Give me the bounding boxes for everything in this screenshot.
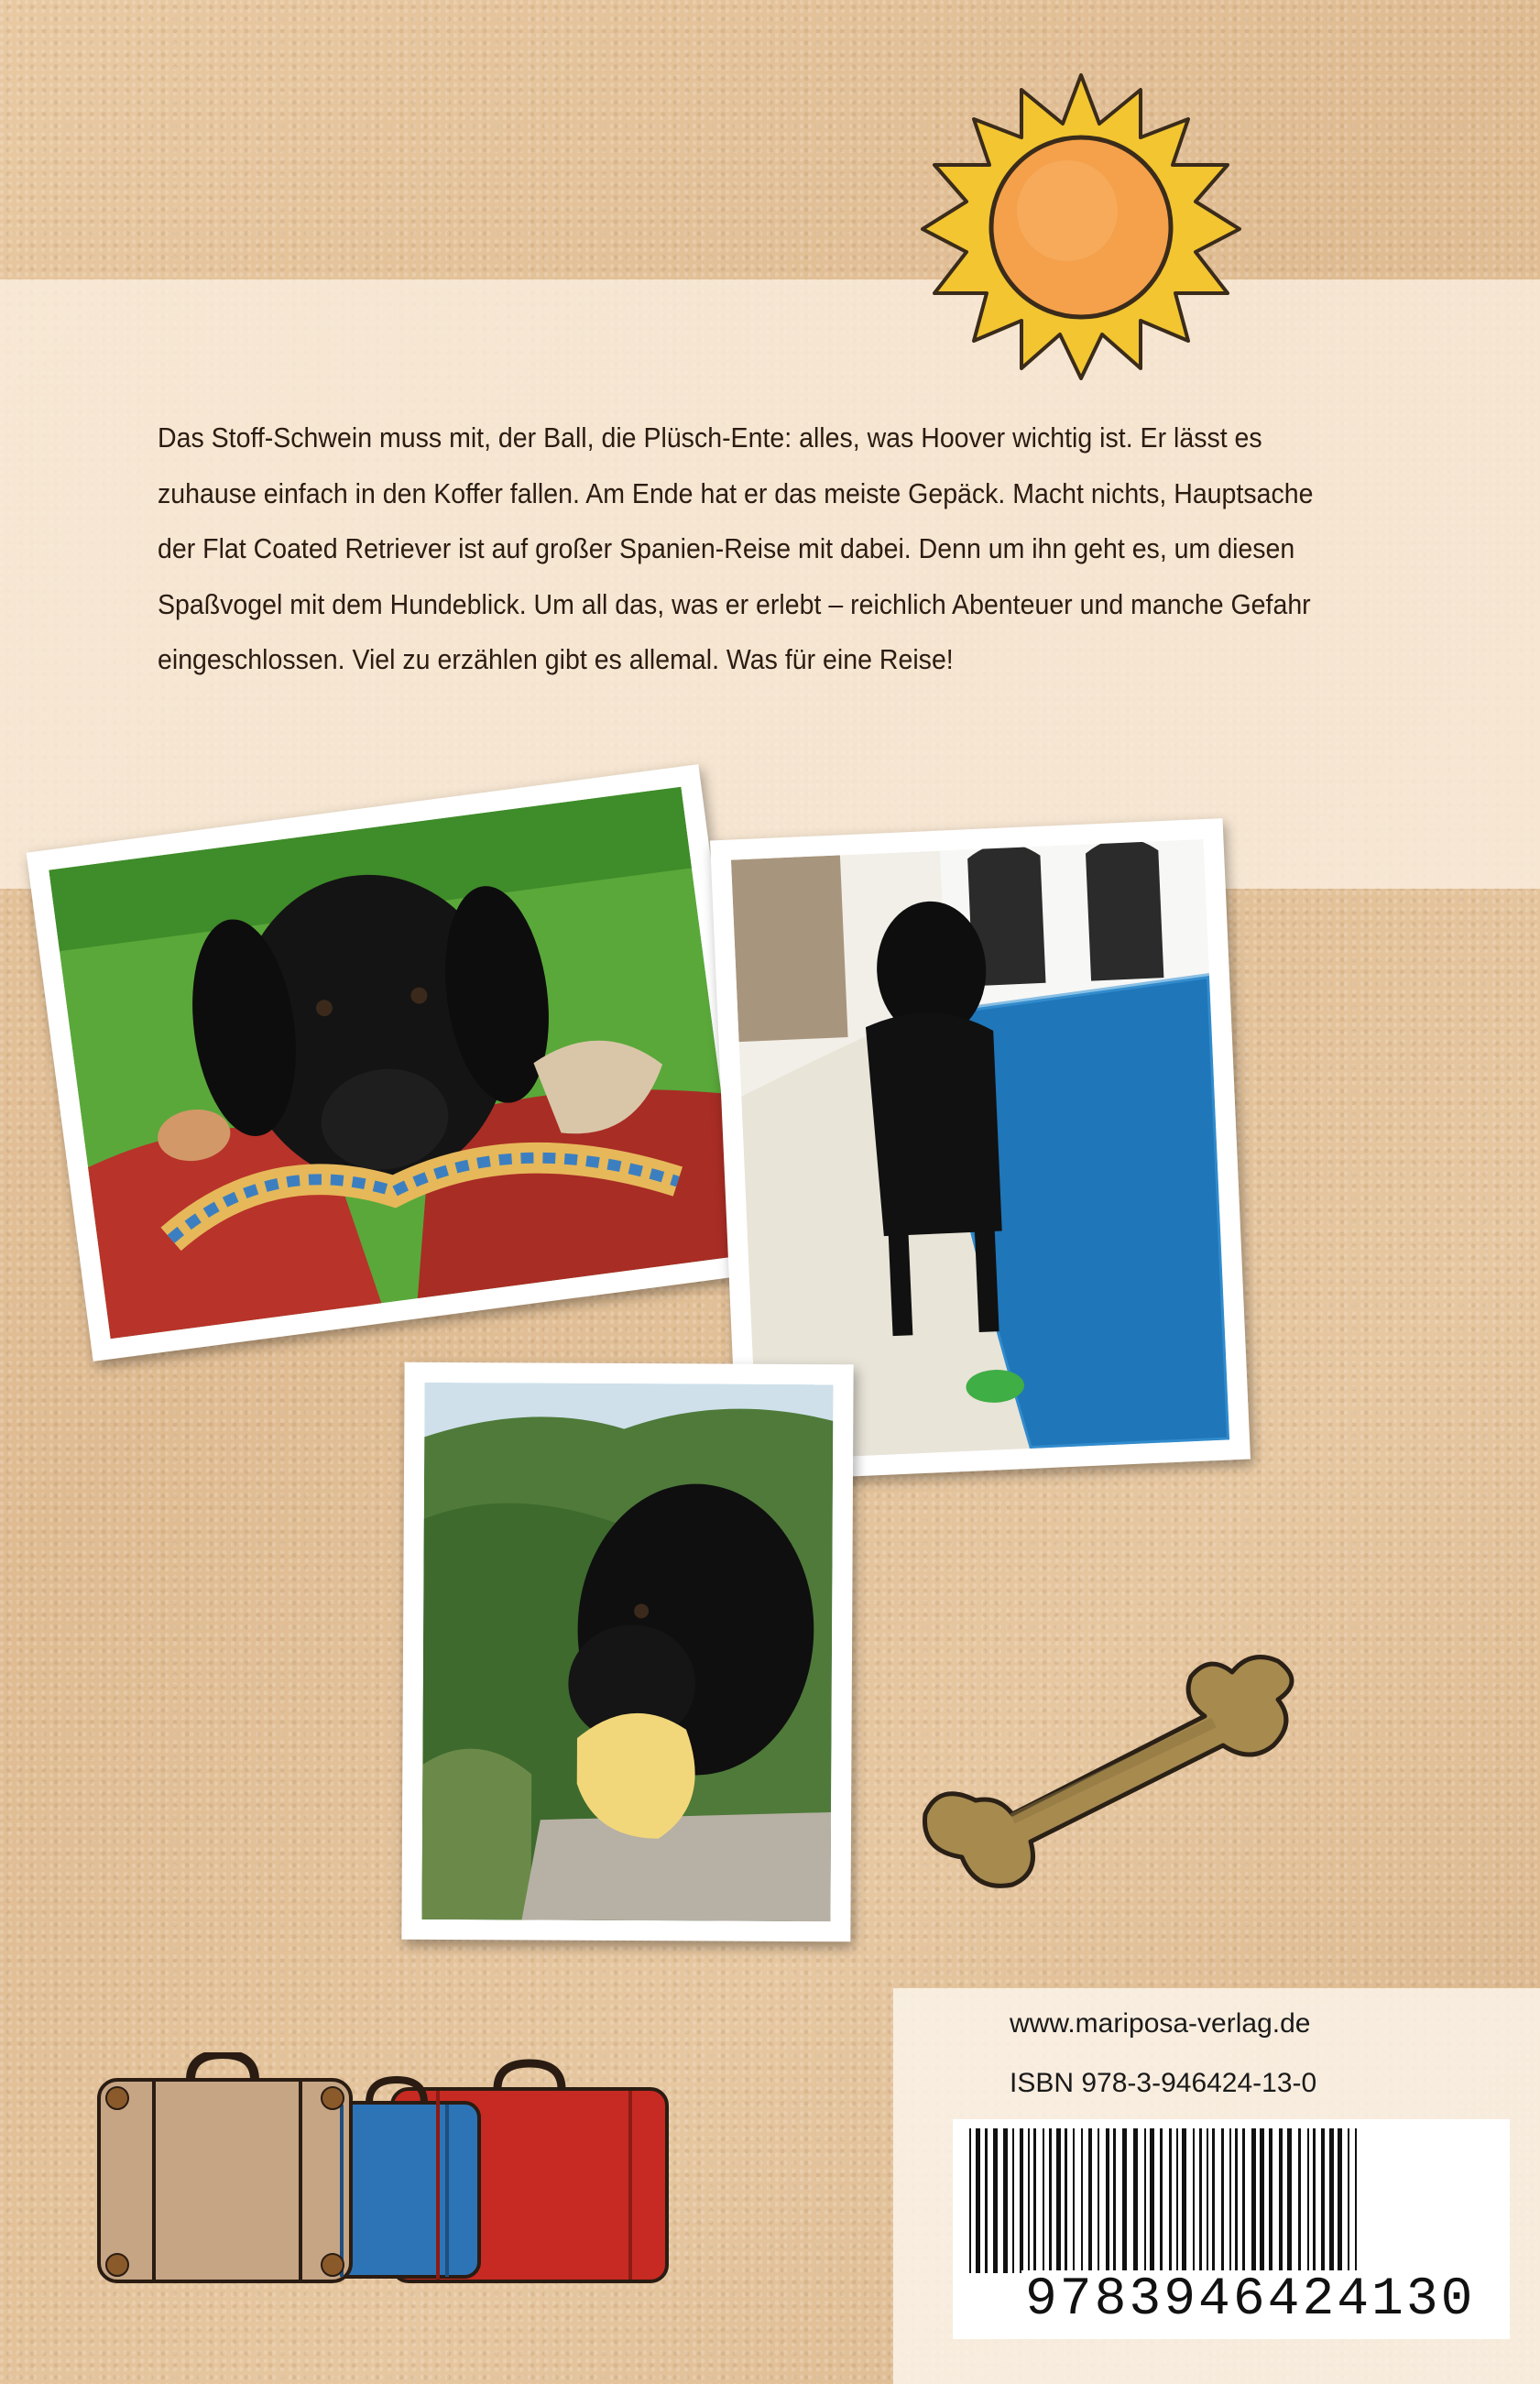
barcode-bar: [1098, 2128, 1099, 2273]
barcode-bar: [1133, 2128, 1138, 2273]
barcode-bar: [1144, 2128, 1146, 2273]
barcode-bar: [1242, 2128, 1245, 2273]
barcode-bar: [1028, 2128, 1030, 2273]
barcode-digits: 9783946424130: [1021, 2270, 1479, 2330]
barcode-bar: [1229, 2128, 1231, 2273]
barcode-bar: [1355, 2128, 1357, 2273]
photo-dog-with-duck-toy: [401, 1362, 853, 1942]
publisher-website[interactable]: www.mariposa-verlag.de: [1010, 2008, 1311, 2039]
barcode-bar: [1113, 2128, 1116, 2273]
barcode-bar: [1193, 2128, 1195, 2273]
barcode-bar: [1313, 2128, 1316, 2273]
barcode-bar: [1321, 2128, 1325, 2273]
barcode-bar: [1207, 2128, 1208, 2273]
barcode-bar: [1122, 2128, 1127, 2273]
barcode-bar: [1251, 2128, 1256, 2273]
barcode-bar: [1020, 2128, 1023, 2273]
barcode-bar: [1287, 2128, 1292, 2273]
barcode-bar: [1065, 2128, 1067, 2273]
blurb-text: Das Stoff-Schwein muss mit, der Ball, die Plüsch-Ente: alles, was Hoover wichtig ist. Er lässt es zuhause einfach in den Koffer fallen. Am Ende hat er das meiste Gepäck. Macht nichts, Hauptsache der Flat Coated Retriever ist auf großer Spanien-Reise mit dabei. Denn um ihn geht es, um diesen Spaßvogel mit dem Hundeblick. Um all das, was er erlebt – reichlich Abenteuer und manche Gefahr eingeschlossen. Viel zu erzählen gibt es allemal. Was für eine Reise!: [158, 421, 1314, 675]
barcode-bar: [1221, 2128, 1224, 2273]
barcode-bar: [1012, 2128, 1014, 2273]
barcode-bar: [985, 2128, 988, 2273]
barcode-bar: [1056, 2128, 1061, 2273]
suitcases-icon: [90, 2052, 676, 2300]
isbn-label: ISBN 978-3-946424-13-0: [1010, 2068, 1317, 2098]
photo-dog-with-rope-toy: [27, 764, 766, 1362]
sun-icon: [921, 73, 1241, 380]
barcode-bar: [1003, 2128, 1008, 2273]
barcode-bar: [993, 2128, 998, 2273]
barcode-bar: [1279, 2128, 1283, 2273]
barcode-bar: [1329, 2128, 1334, 2273]
barcode-bar: [1348, 2128, 1349, 2273]
barcode-bar: [1338, 2128, 1342, 2273]
barcode-bar: [1176, 2128, 1178, 2273]
barcode-bar: [1160, 2128, 1163, 2273]
barcode-bar: [1033, 2128, 1036, 2273]
barcode-bar: [1088, 2128, 1092, 2273]
barcode-bar: [1182, 2128, 1186, 2273]
barcode-bar: [1169, 2128, 1172, 2273]
barcode-bar: [1269, 2128, 1272, 2273]
barcode-bar: [1081, 2128, 1083, 2273]
barcode-bar: [1043, 2128, 1044, 2273]
bone-icon: [912, 1645, 1360, 1901]
barcode-bar: [1260, 2128, 1264, 2273]
barcode-bar: [1150, 2128, 1154, 2273]
barcode-bar: [1106, 2128, 1109, 2273]
barcode-bar: [1049, 2128, 1052, 2273]
barcode-bar: [969, 2128, 971, 2273]
barcode-bar: [1199, 2128, 1202, 2273]
barcode-bar: [976, 2128, 980, 2273]
barcode-bar: [1235, 2128, 1238, 2273]
barcode-bar: [1298, 2128, 1301, 2273]
barcode-bar: [1212, 2128, 1215, 2273]
barcode-bar: [1307, 2128, 1309, 2273]
barcode-bar: [1073, 2128, 1075, 2273]
